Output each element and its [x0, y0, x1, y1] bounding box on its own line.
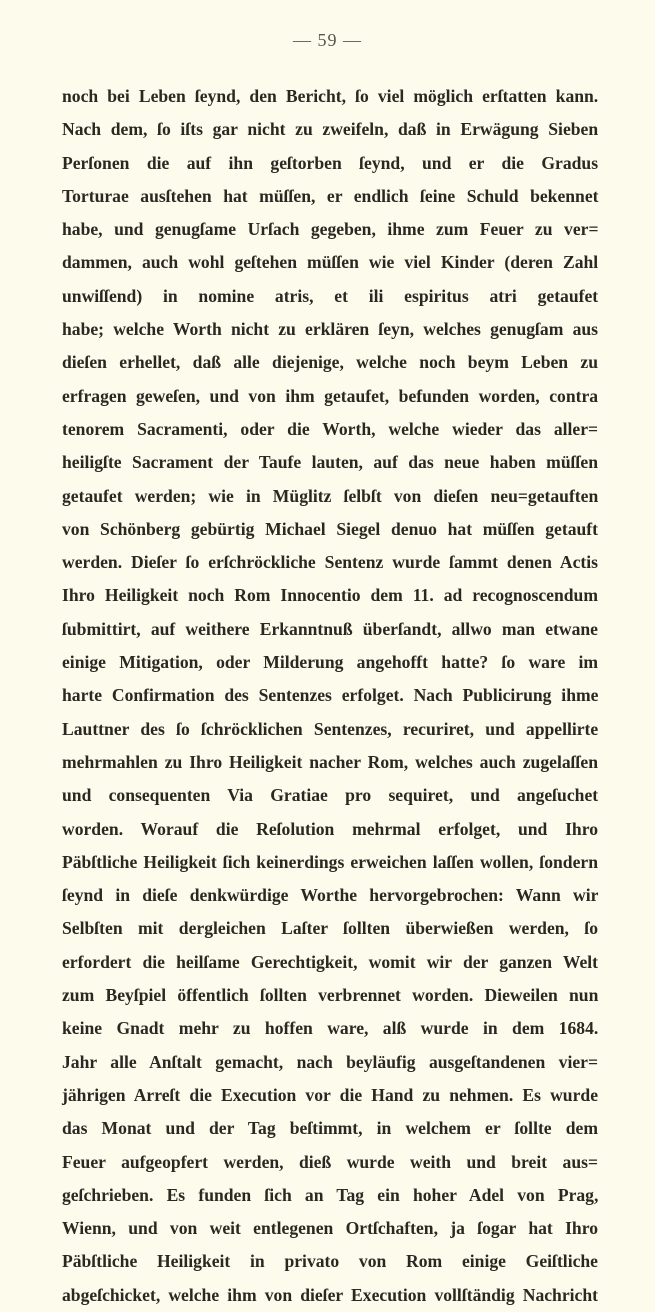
text-line: habe; welche Worth nicht zu erklären ſeyn, welches genugſam aus	[62, 319, 598, 340]
text-line: geſchrieben. Es funden ſich an Tag ein hoher Adel von Prag,	[62, 1184, 599, 1205]
text-line: Jahr alle Anſtalt gemacht, nach beyläufig ausgeſtandenen vier=	[62, 1051, 599, 1072]
text-line: Perſonen die auf ihn geſtorben ſeynd, und er die Gradus	[62, 152, 599, 173]
text-line: werden. Dieſer ſo erſchröckliche Sentenz wurde ſammt denen Actis	[62, 552, 598, 573]
text-line: einige Mitigation, oder Milderung angehofft hatte? ſo ware im	[62, 652, 599, 673]
text-line: noch bei Leben ſeynd, den Bericht, ſo viel möglich erſtatten kann.	[62, 86, 599, 106]
text-line: Selbſten mit dergleichen Laſter ſollten überwießen werden, ſo	[62, 918, 599, 939]
text-line: getaufet werden; wie in Müglitz ſelbſt von dieſen neu=getauften	[62, 485, 599, 506]
text-line: Päbſtliche Heiligkeit ſich keinerdings erweichen laſſen wollen, ſondern	[62, 851, 598, 872]
body-text	[62, 80, 598, 1312]
text-line: Wienn, und von weit entlegenen Ortſchaften, ja ſogar hat Ihro	[62, 1218, 598, 1239]
text-line: Feuer aufgeopfert werden, dieß wurde weith und breit aus=	[62, 1151, 598, 1172]
text-line: erfragen geweſen, und von ihm getaufet, befunden worden, contra	[62, 385, 599, 406]
text-line: Ihro Heiligkeit noch Rom Innocentio dem 11. ad recognoscendum	[62, 585, 598, 606]
text-line: Päbſtliche Heiligkeit in privato von Rom einige Geiſtliche	[62, 1251, 598, 1272]
text-line: heiligſte Sacrament der Taufe lauten, auf das neue haben müſſen	[62, 452, 598, 473]
text-line: zum Beyſpiel öffentlich ſollten verbrennet worden. Dieweilen nun	[62, 985, 599, 1006]
text-line: unwiſſend) in nomine atris, et ili espiritus atri getaufet	[62, 285, 599, 306]
text-line: abgeſchicket, welche ihm von dieſer Execution vollſtändig Nachricht	[62, 1284, 598, 1305]
text-line: ſeynd in dieſe denkwürdige Worthe hervorgebrochen: Wann wir	[62, 885, 599, 906]
text-line: keine Gnadt mehr zu hoffen ware, alß wurde in dem 1684.	[62, 1018, 599, 1039]
text-line: worden. Worauf die Reſolution mehrmal erfolget, und Ihro	[62, 818, 598, 839]
page-number: — 59 —	[293, 30, 362, 50]
text-line: harte Confirmation des Sentenzes erfolget. Nach Publicirung ihme	[62, 685, 599, 706]
text-line: tenorem Sacramenti, oder die Worth, welche wieder das aller=	[62, 418, 599, 439]
text-line: ſubmittirt, auf weithere Erkanntnuß überſandt, allwo man etwane	[62, 618, 598, 639]
text-line: jährigen Arreſt die Execution vor die Hand zu nehmen. Es wurde	[62, 1084, 598, 1105]
text-line: habe, und genugſame Urſach gegeben, ihme zum Feuer zu ver=	[62, 219, 599, 240]
text-line: erfordert die heilſame Gerechtigkeit, womit wir der ganzen Welt	[62, 951, 598, 972]
text-line: mehrmahlen zu Ihro Heiligkeit nacher Rom, welches auch zugelaſſen	[62, 751, 598, 772]
text-line: und consequenten Via Gratiae pro sequiret, und angeſuchet	[62, 785, 599, 806]
text-line: von Schönberg gebürtig Michael Siegel denuo hat müſſen getauft	[62, 518, 598, 539]
text-line: dieſen erhellet, daß alle diejenige, welche noch beym Leben zu	[62, 352, 598, 373]
text-line: Nach dem, ſo iſts gar nicht zu zweifeln, daß in Erwägung Sieben	[62, 119, 599, 140]
text-line: Lauttner des ſo ſchröcklichen Sentenzes, recuriret, und appellirte	[62, 718, 599, 739]
text-line: Torturae ausſtehen hat müſſen, er endlich ſeine Schuld bekennet	[62, 185, 599, 206]
text-line: das Monat und der Tag beſtimmt, in welchem er ſollte dem	[62, 1118, 598, 1139]
text-line: dammen, auch wohl geſtehen müſſen wie viel Kinder (deren Zahl	[62, 252, 599, 273]
